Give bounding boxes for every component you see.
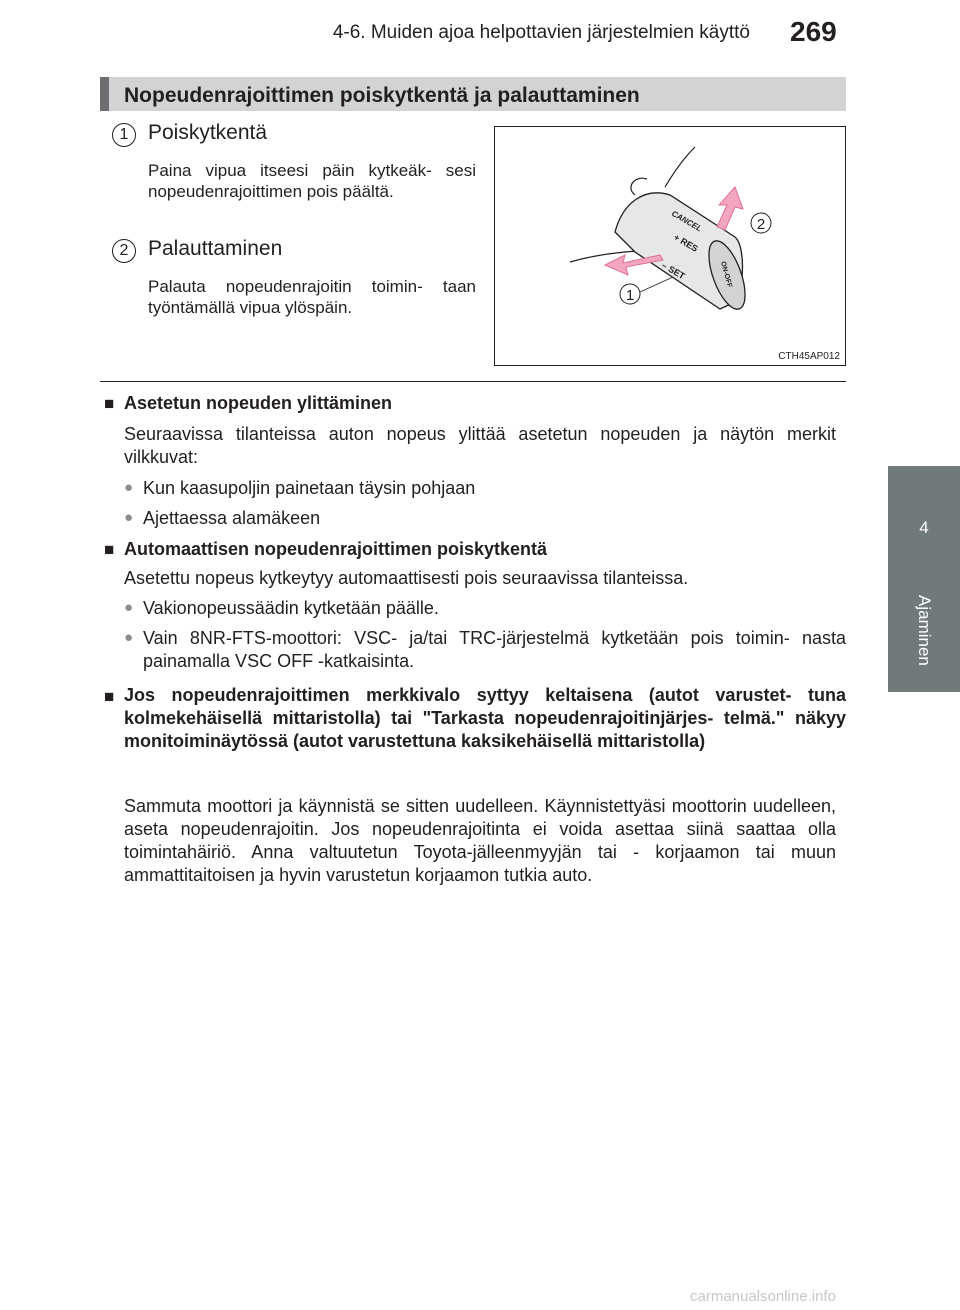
lever-cancel-label: CANCEL — [670, 208, 704, 234]
chapter-label-text: Ajaminen — [915, 594, 934, 666]
square-bullet-icon: ■ — [104, 394, 115, 413]
note-heading-3: Jos nopeudenrajoittimen merkkivalo syttyy keltaisena (autot varustet- tuna kolmekehäisellä mittaristolla) tai "Tarkasta nopeudenrajoitinjärjes- telmä." näkyy monitoiminäytössä (autot varustettuna kaksikehäisellä mittaristolla) — [124, 685, 846, 751]
lever-set-label: – SET — [660, 260, 687, 282]
round-bullet-icon: ● — [124, 479, 134, 496]
note-1-bullet-2: Ajettaessa alamäkeen — [143, 508, 321, 528]
section-band-marker — [100, 77, 109, 111]
lever-shadow-icon — [631, 178, 647, 195]
lever-diagram — [495, 127, 845, 365]
chapter-number: 4 — [919, 518, 929, 537]
note-heading-2: Automaattisen nopeudenrajoittimen poiskytkentä — [124, 539, 548, 559]
footer-watermark: carmanualsonline.info — [690, 1288, 836, 1305]
note-body-2: Asetettu nopeus kytkeytyy automaattisesti pois seuraavissa tilanteissa. — [124, 568, 689, 588]
callout-line-1 — [640, 277, 673, 292]
section-divider — [100, 381, 846, 382]
callout-2-label: 2 — [756, 216, 766, 233]
round-bullet-icon: ● — [124, 629, 134, 646]
note-heading-1: Asetetun nopeuden ylittäminen — [124, 393, 393, 413]
round-bullet-icon: ● — [124, 509, 134, 526]
step-body-2: Palauta nopeudenrajoitin toimin- taan työntämällä vipua ylöspäin. — [148, 277, 476, 317]
square-bullet-icon: ■ — [104, 687, 115, 706]
section-title: Nopeudenrajoittimen poiskytkentä ja palauttaminen — [124, 84, 640, 107]
note-2-bullet-2: Vain 8NR-FTS-moottori: VSC- ja/tai TRC-järjestelmä kytketään pois toimin- nasta painamalla VSC OFF -katkaisinta. — [143, 628, 846, 671]
page-number: 269 — [790, 16, 837, 47]
step-heading-2: Palauttaminen — [148, 237, 283, 260]
lever-illustration — [494, 126, 846, 366]
step-number-1: 1 — [112, 123, 136, 147]
lever-onoff-label: ON-OFF — [719, 260, 733, 289]
step-number-2: 2 — [112, 239, 136, 263]
note-2-bullet-1: Vakionopeussäädin kytketään päälle. — [143, 598, 439, 618]
square-bullet-icon: ■ — [104, 540, 115, 559]
note-body-3: Sammuta moottori ja käynnistä se sitten uudelleen. Käynnistettyäsi moottorin uudelleen, aseta nopeudenrajoitin. Jos nopeudenrajoitinta ei voida asettaa siinä saattaa olla toimintahäiriö. Anna valtuutetun Toyota-jälleenmyyjän tai - korjaamon tai muun ammattitaitoisen ja hyvin varustetun korjaamon tutkia auto. — [124, 796, 836, 885]
round-bullet-icon: ● — [124, 599, 134, 616]
note-body-1: Seuraavissa tilanteissa auton nopeus ylittää asetetun nopeuden ja näytön merkit vilkkuvat: — [124, 424, 836, 467]
push-arrow-icon — [717, 187, 743, 230]
callout-1-label: 1 — [625, 287, 635, 304]
chapter-label — [888, 585, 960, 675]
note-1-bullet-1: Kun kaasupoljin painetaan täysin pohjaan — [143, 478, 476, 498]
lever-res-label: + RES — [672, 232, 700, 254]
column-edge-icon — [665, 147, 695, 187]
running-header: 4-6. Muiden ajoa helpottavien järjestelmien käyttö — [332, 22, 750, 43]
step-heading-1: Poiskytkentä — [148, 121, 268, 144]
figure-code: CTH45AP012 — [778, 351, 840, 362]
step-body-1: Paina vipua itseesi päin kytkeäk- sesi nopeudenrajoittimen pois päältä. — [148, 161, 476, 201]
